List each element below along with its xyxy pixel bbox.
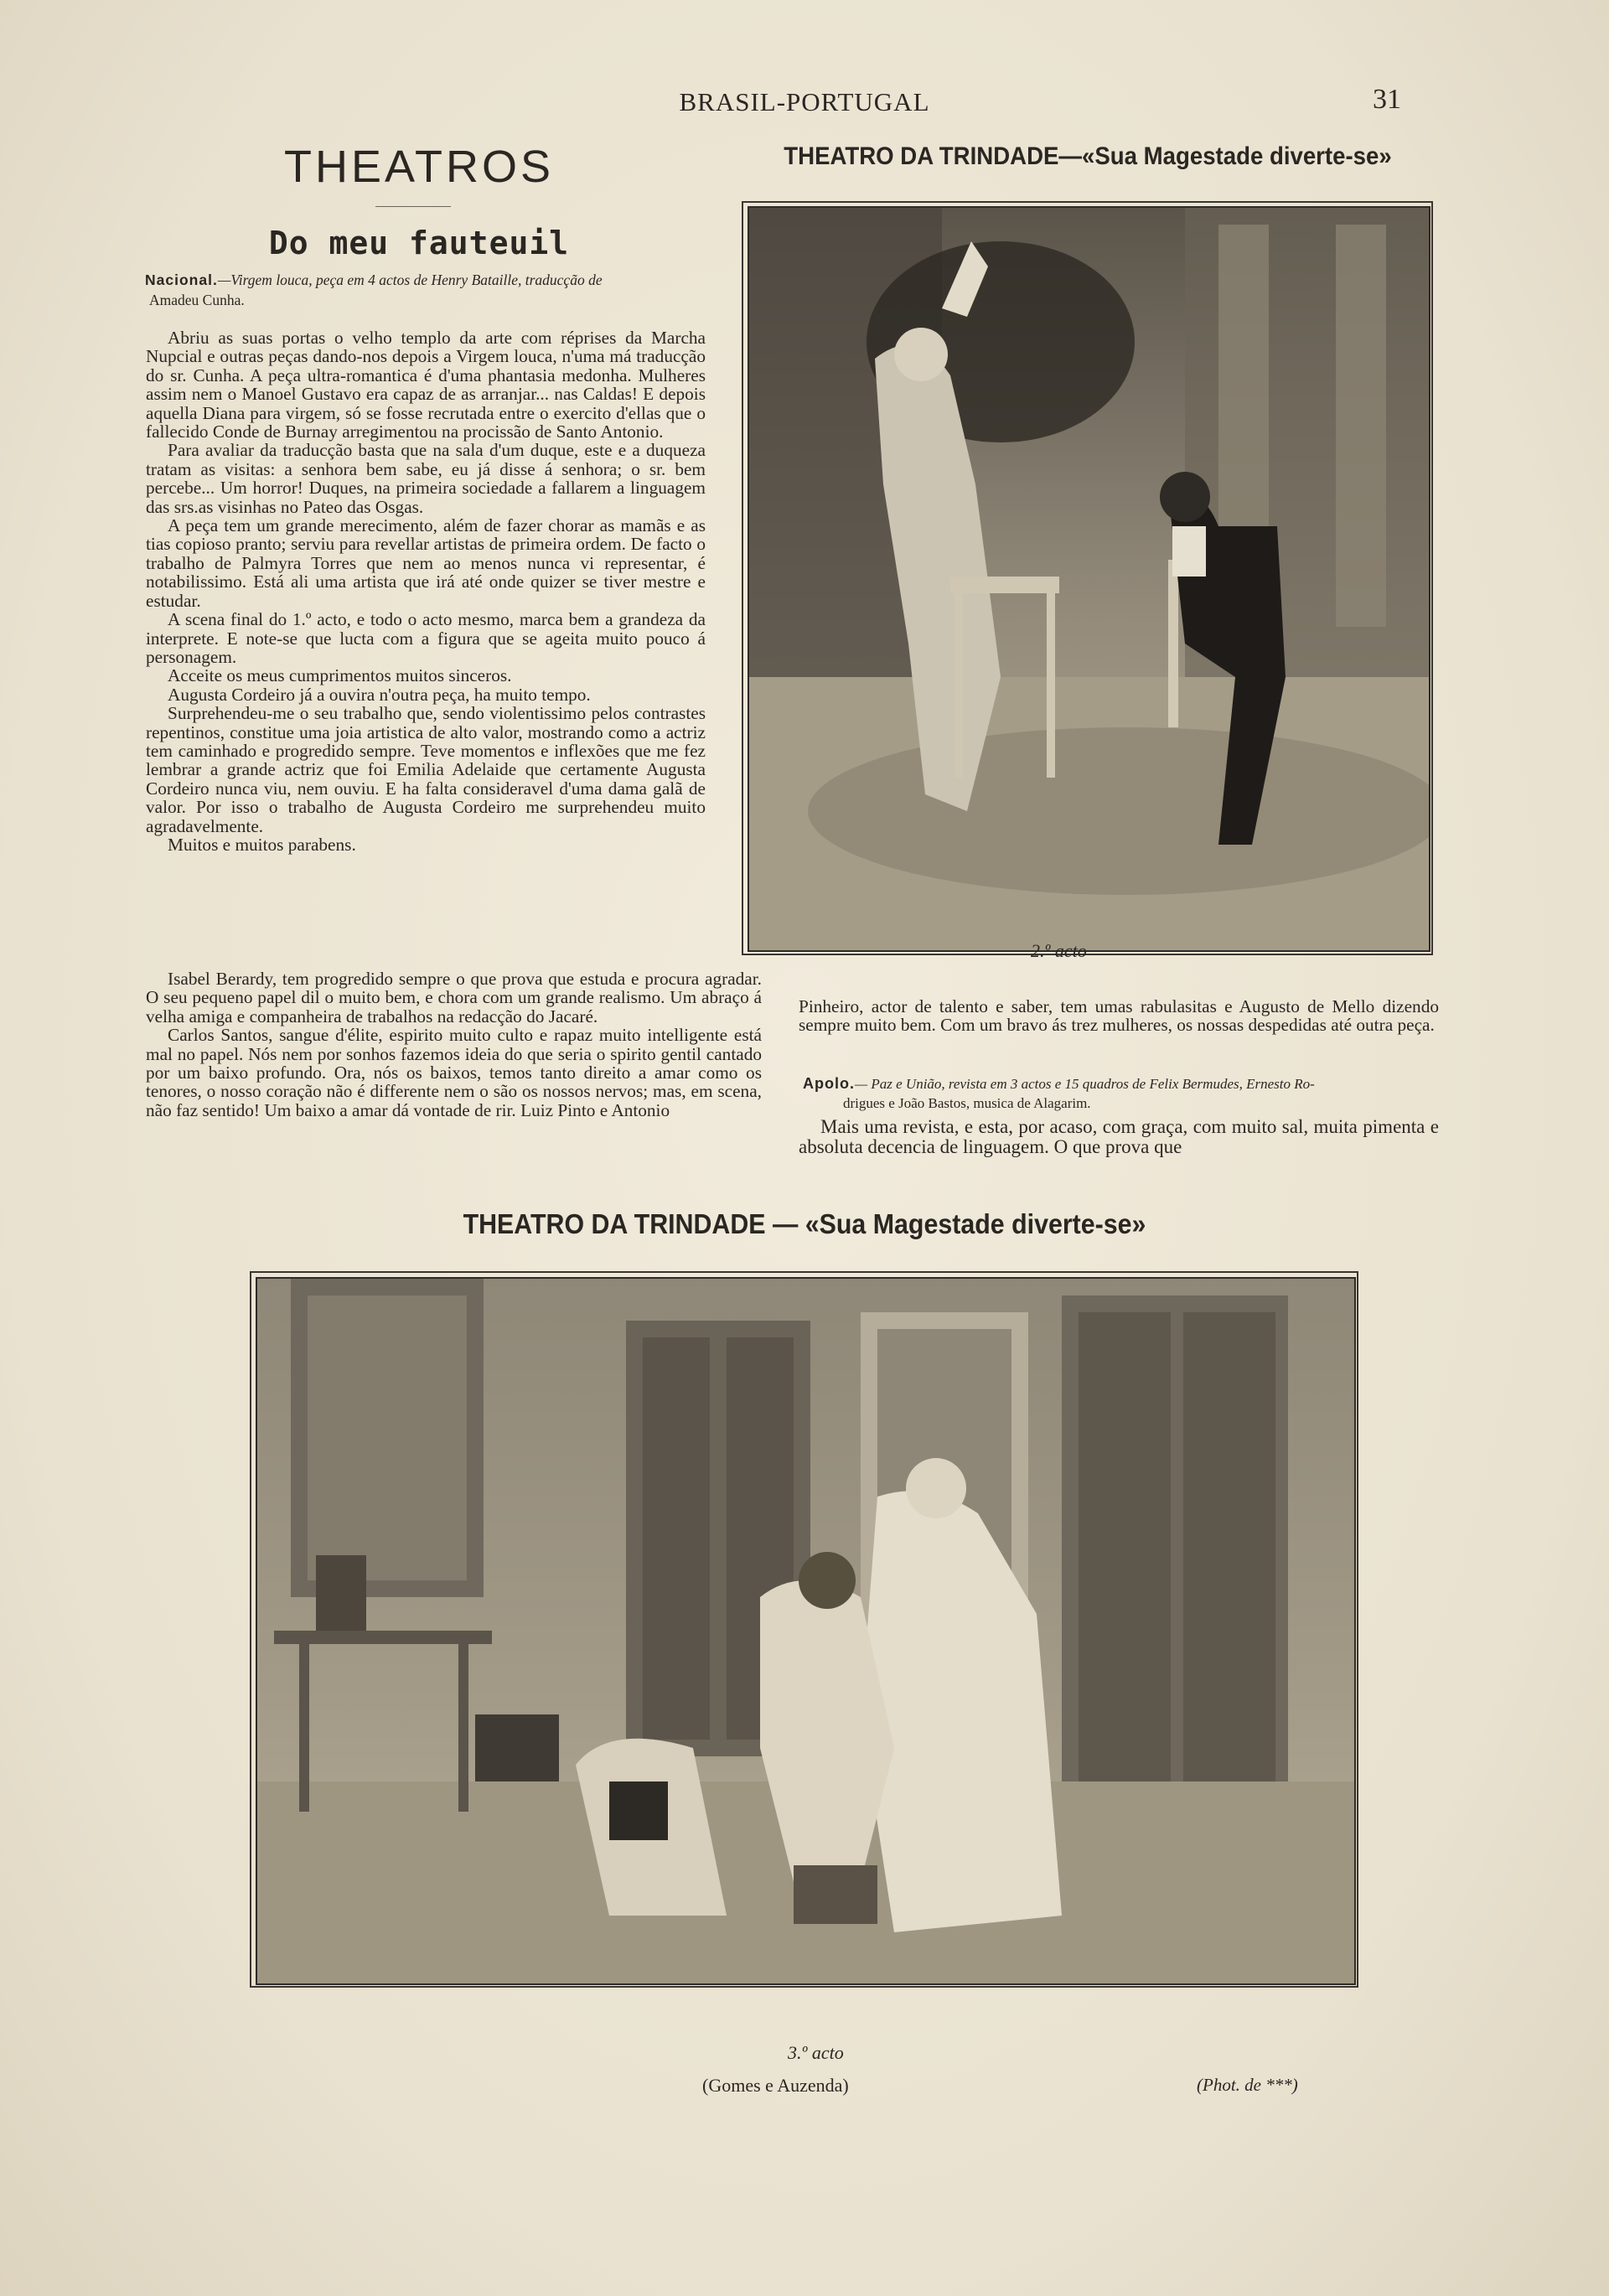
article-paragraph: Abriu as suas portas o velho templo da arte com réprises da Marcha Nupcial e outras peças dando-nos depois a Virgem louca, n'uma má traducção do sr. Cunha. A peça ultra-romantica é d'uma phantasia medonha. Mulheres assim nem o Manoel Gustavo era capaz de as arranjar... nas Caldas! E depois aquella Diana para virgem, só se fosse recrutada entre o exercito d'ellas que o fallecido Conde de Burnay arregimentou na procissão de Santo Antonio. — [146, 328, 706, 442]
stage-photo-2nd-act — [749, 208, 1429, 950]
article-paragraph: Isabel Berardy, tem progredido sempre o que prova que estuda e procura agradar. O seu pequeno papel dil o muito bem, e chora com um grande realismo. Um abraço á velha amiga e companheira de trabalhos na redacção do Jacaré. — [146, 969, 762, 1026]
article-paragraph: A scena final do 1.º acto, e todo o acto mesmo, marca bem a grandeza da interprete. E note-se que lucta com a figura que se ageita muito pouco á personagem. — [146, 609, 706, 667]
photo-top-caption: 2.º acto — [1031, 940, 1087, 961]
apolo-entry-heading — [803, 1074, 1440, 1113]
photo-bottom-title: THEATRO DA TRINDADE — «Sua Magestade diverte-se» — [463, 1208, 1146, 1239]
title-divider — [375, 206, 451, 207]
article-paragraph: Pinheiro, actor de talento e saber, tem umas rabulasitas e Augusto de Mello dizendo sempre muito bem. Com um bravo ás trez mulheres, os nossas despedidas até outra peça. — [799, 996, 1439, 1036]
nacional-rest-line2: Amadeu Cunha. — [149, 292, 245, 308]
article-paragraph: Para avaliar da traducção basta que na sala d'um duque, este e a duqueza tratam as visitas: a senhora bem sabe, eu já disse á senhora; o sr. bem percebe... Um horror! Duques, na primeira sociedade a fallarem a linguagem das srs.as visinhas no Pateo das Osgas. — [146, 440, 706, 517]
section-title: THEATROS — [283, 142, 554, 192]
running-head: BRASIL-PORTUGAL — [679, 87, 930, 116]
photo-bottom-caption: 3.º acto — [788, 2042, 844, 2063]
apolo-rest-line1: — Paz e União, revista em 3 actos e 15 quadros de Felix Bermudes, Ernesto Ro- — [855, 1076, 1315, 1092]
article-paragraph: Acceite os meus cumprimentos muitos sinceros. — [168, 665, 512, 686]
apolo-rest-line2: drigues e João Bastos, musica de Alagarim. — [843, 1095, 1091, 1111]
column-heading: Do meu fauteuil — [268, 225, 570, 261]
nacional-lead: Nacional. — [145, 271, 218, 288]
nacional-rest-line1: —Virgem louca, peça em 4 actos de Henry Bataille, traducção de — [217, 271, 603, 288]
article-right-continued — [799, 1117, 1439, 1157]
photo-bottom-image — [256, 1277, 1356, 1985]
stage-photo-3rd-act — [257, 1279, 1354, 1983]
photo-credit-left: (Gomes e Auzenda) — [702, 2075, 849, 2096]
article-paragraph: Muitos e muitos parabens. — [168, 834, 356, 855]
article-paragraph: Carlos Santos, sangue d'élite, espirito muito culto e rapaz muito intelligente está mal no papel. Nós nem por sonhos fazemos ideia do que seria o spirito gentil cantado por um baixo profundo. Ora, nós os baixos, temos tanto direito a amar como os tenores, o nosso coração não é differente nem o são os nossos nervos; mas, em scena, não faz sentido! Um baixo a amar dá vontade de rir. Luiz Pinto e Antonio — [146, 1025, 762, 1120]
article-left-bottom — [146, 970, 762, 1120]
photo-credit-right: (Phot. de ***) — [1197, 2075, 1298, 2095]
photo-top-title: THEATRO DA TRINDADE—«Sua Magestade diverte-se» — [784, 142, 1392, 170]
article-paragraph: Mais uma revista, e esta, por acaso, com graça, com muito sal, muita pimenta e absoluta decencia de linguagem. O que prova que — [799, 1116, 1439, 1157]
article-right-column — [799, 997, 1439, 1035]
article-left-column — [146, 328, 706, 854]
nacional-entry-heading — [145, 270, 706, 310]
page-number: 31 — [1373, 84, 1401, 115]
article-paragraph: Augusta Cordeiro já a ouvira n'outra peça, ha muito tempo. — [168, 684, 591, 705]
apolo-lead: Apolo. — [803, 1075, 855, 1092]
photo-top-image — [748, 206, 1431, 952]
article-paragraph: A peça tem um grande merecimento, além de fazer chorar as mamãs e as tias copioso pranto; serviu para revellar artistas de primeira ordem. De facto o trabalho de Palmyra Torres que nem ao menos nunca vi representar, é notabilissimo. Está ali uma artista que irá até onde quizer se tiver mestre e estudar. — [146, 515, 706, 611]
article-paragraph: Surprehendeu-me o seu trabalho que, sendo violentissimo pelos contrastes repentinos, constitue uma joia artistica de alto valor, mostrando como a actriz tem caminhado e progredido sempre. Teve momentos e inflexões que me fez lembrar a grande actriz que foi Emilia Adelaide que certamente Augusta Cordeiro nunca viu, nem ouviu. E ha falta consideravel d'uma dama galã de valor. Por isso o trabalho de Augusta Cordeiro me surprehendeu muito agradavelmente. — [146, 703, 706, 836]
